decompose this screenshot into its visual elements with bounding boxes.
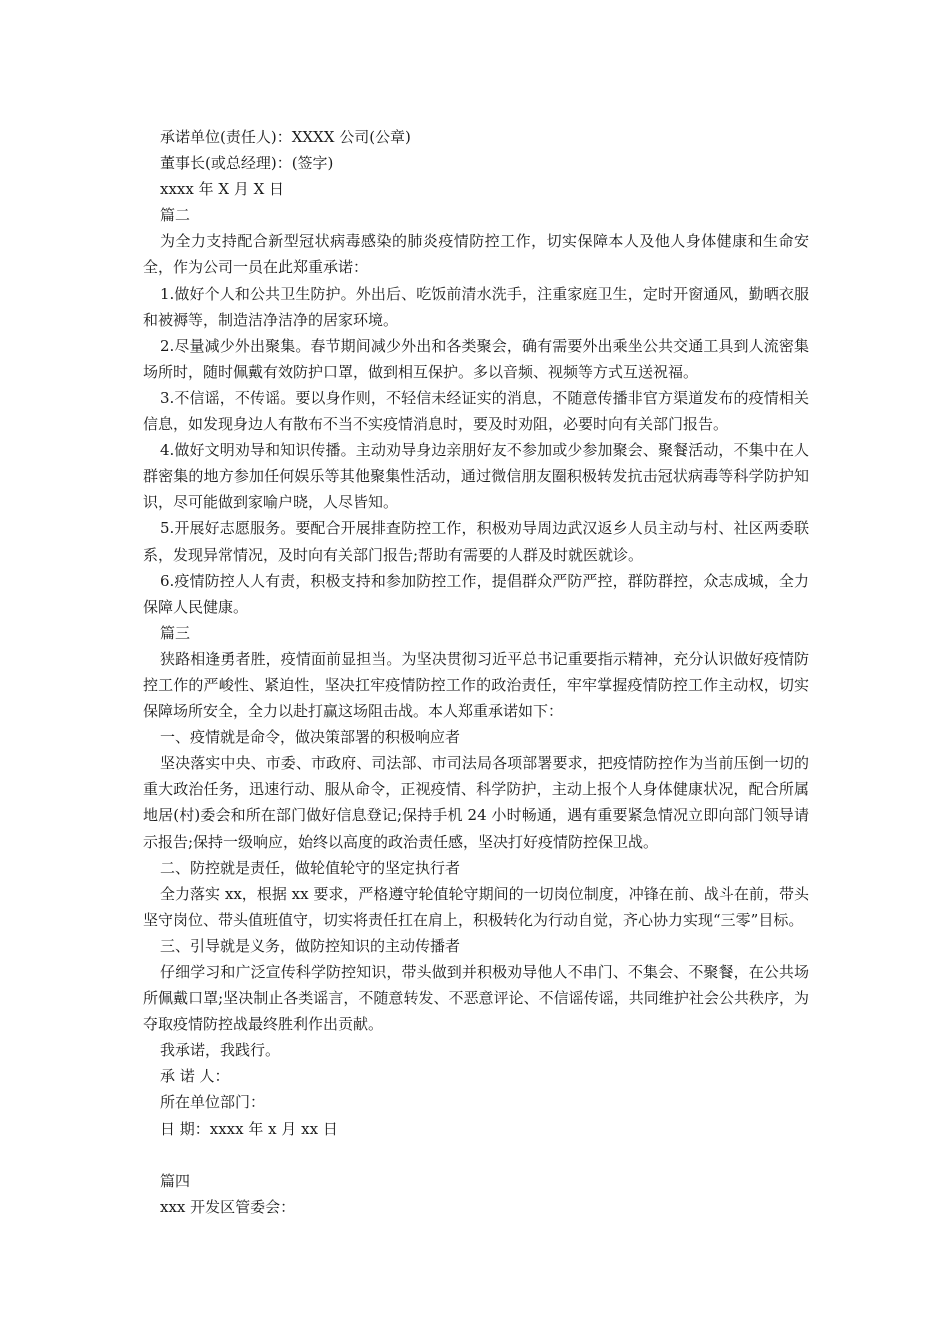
chairman-signature-line: 董事长(或总经理)：(签字) — [160, 154, 334, 173]
point-two-body: 全力落实 xx，根据 xx 要求，严格遵守轮值轮守期间的一切岗位制度，冲锋在前、战斗在前，带头坚守岗位、带头值班值守，切实将责任扛在肩上，积极转化为行动自觉，齐心协力实现“三零”目标。 — [143, 884, 809, 929]
point-one-title: 一、疫情就是命令，做决策部署的积极响应者 — [160, 728, 461, 747]
point-three-body: 仔细学习和广泛宣传科学防控知识，带头做到并积极劝导他人不串门、不集会、不聚餐，在公共场所佩戴口罩;坚决制止各类谣言，不随意转发、不恶意评论、不信谣传谣，共同维护社会公共秩序，为夺取疫情防控战最终胜利作出贡献。 — [143, 963, 809, 1034]
section-two-intro: 为全力支持配合新型冠状病毒感染的肺炎疫情防控工作，切实保障本人及他人身体健康和生命安全，作为公司一员在此郑重承诺： — [143, 232, 809, 277]
section-two-item-4: 4.做好文明劝导和知识传播。主动劝导身边亲朋好友不参加或少参加聚会、聚餐活动，不集中在人群密集的地方参加任何娱乐等其他聚集性活动，通过微信朋友圈积极转发抗击冠状病毒等科学防护知识，尽可能做到家喻户晓，人尽皆知。 — [143, 441, 809, 512]
closing-pledge: 我承诺，我践行。 — [160, 1041, 281, 1060]
signer-line: 承 诺 人： — [160, 1067, 230, 1086]
section-three-heading: 篇三 — [160, 623, 191, 642]
department-line: 所在单位部门： — [160, 1093, 266, 1112]
point-one-body: 坚决落实中央、市委、市政府、司法部、市司法局各项部署要求，把疫情防控作为当前压倒一切的重大政治任务，迅速行动、服从命令，正视疫情、科学防护，主动上报个人身体健康状况，配合所属地居(村)委会和所在部门做好信息登记;保持手机 24 小时畅通，遇有重要紧急情况立即向部门领导请示报告;保持一级响应，始终以高度的政治责任感，坚决打好疫情防控保卫战。 — [143, 754, 809, 851]
section-four-addressee: xxx 开发区管委会： — [160, 1197, 296, 1216]
section-two-item-1: 1.做好个人和公共卫生防护。外出后、吃饭前清水洗手，注重家庭卫生，定时开窗通风，勤晒衣服和被褥等，制造洁净洁净的居家环境。 — [143, 284, 809, 329]
section-two-item-6: 6.疫情防控人人有责，积极支持和参加防控工作，提倡群众严防严控，群防群控，众志成城，全力保障人民健康。 — [143, 571, 809, 616]
section-two-item-3: 3.不信谣，不传谣。要以身作则，不轻信未经证实的消息，不随意传播非官方渠道发布的疫情相关信息，如发现身边人有散布不当不实疫情消息时，要及时劝阻，必要时向有关部门报告。 — [143, 388, 809, 434]
section-three-date: 日 期：xxxx 年 x 月 xx 日 — [160, 1119, 338, 1138]
blank-line — [143, 1142, 809, 1168]
section-three-intro: 狭路相逢勇者胜，疫情面前显担当。为坚决贯彻习近平总书记重要指示精神，充分认识做好疫情防控工作的严峻性、紧迫性，坚决扛牢疫情防控工作的政治责任，牢牢掌握疫情防控工作主动权，切实保障场所安全，全力以赴打赢这场阻击战。本人郑重承诺如下： — [143, 649, 809, 721]
section-two-heading: 篇二 — [160, 206, 191, 225]
document-page — [143, 124, 809, 1220]
section-one-date: xxxx 年 X 月 X 日 — [160, 180, 285, 199]
section-two-item-2: 2.尽量减少外出聚集。春节期间减少外出和各类聚会，确有需要外出乘坐公共交通工具到人流密集场所时，随时佩戴有效防护口罩，做到相互保护。多以音频、视频等方式互送祝福。 — [143, 336, 809, 381]
section-two-item-5: 5.开展好志愿服务。要配合开展排查防控工作，积极劝导周边武汉返乡人员主动与村、社区两委联系，发现异常情况，及时向有关部门报告;帮助有需要的人群及时就医就诊。 — [143, 519, 809, 564]
point-three-title: 三、引导就是义务，做防控知识的主动传播者 — [160, 936, 461, 955]
section-four-heading: 篇四 — [160, 1171, 191, 1190]
point-two-title: 二、防控就是责任，做轮值轮守的坚定执行者 — [160, 858, 461, 877]
promisor-unit-line: 承诺单位(责任人)：XXXX 公司(公章) — [160, 128, 411, 146]
